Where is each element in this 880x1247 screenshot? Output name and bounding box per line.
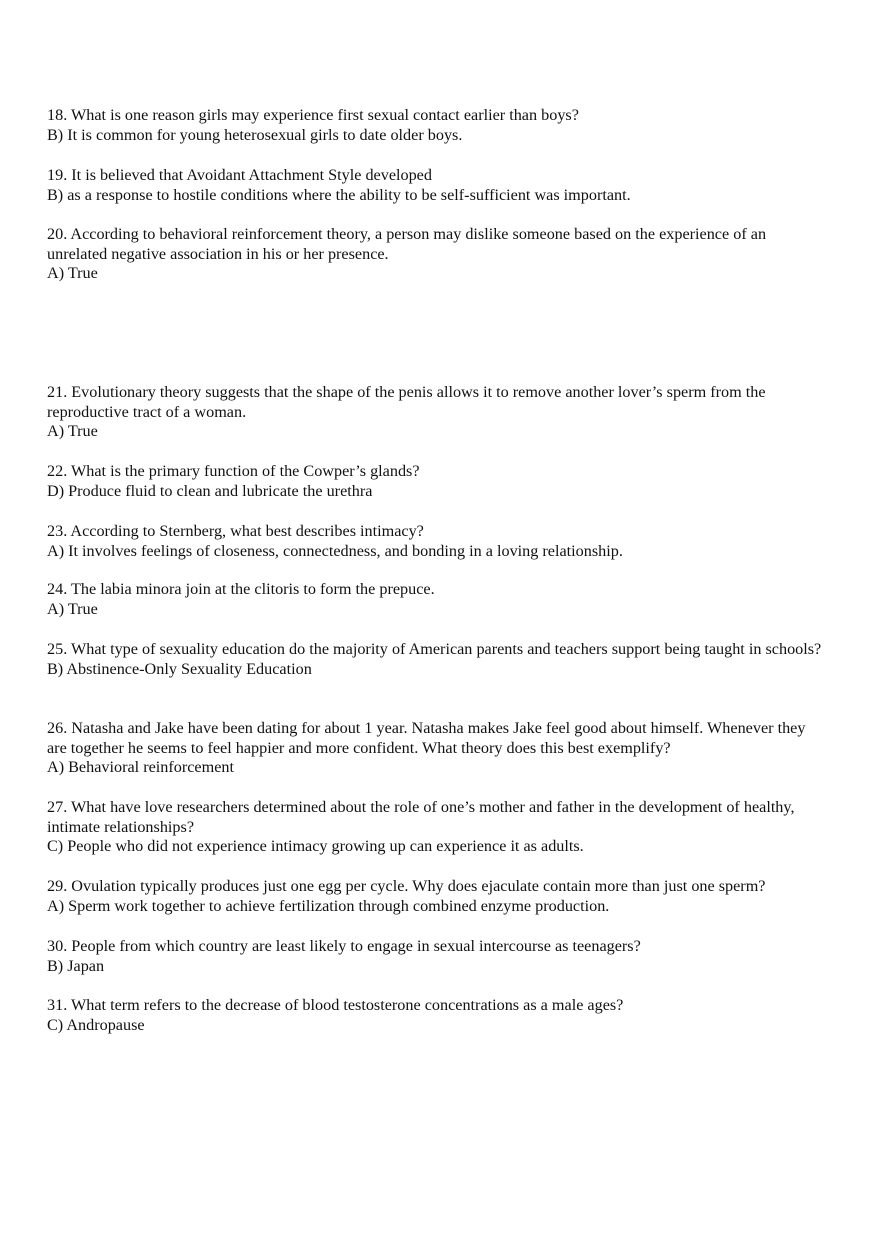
question-text: 25. What type of sexuality education do the majority of American parents and teachers support being taught in schools? [47, 640, 822, 658]
question-text: 23. According to Sternberg, what best describes intimacy? [47, 522, 424, 540]
answer-text: A) True [47, 599, 98, 618]
question-item-27 [47, 798, 827, 857]
question-text: 26. Natasha and Jake have been dating for about 1 year. Natasha makes Jake feel good about himself. Whenever they are together he seems to feel happier and more confident. What theory does this best exemplify? [47, 719, 806, 757]
answer-text: B) Japan [47, 956, 105, 975]
question-text: 19. It is believed that Avoidant Attachment Style developed [47, 166, 432, 184]
question-text: 30. People from which country are least likely to engage in sexual intercourse as teenagers? [47, 937, 641, 955]
answer-text: C) People who did not experience intimacy growing up can experience it as adults. [47, 837, 584, 855]
answer-text: B) Abstinence-Only Sexuality Education [47, 659, 312, 678]
answer-text: A) True [47, 264, 98, 282]
question-item-21 [47, 383, 827, 442]
answer-text: A) Sperm work together to achieve fertilization through combined enzyme production. [47, 896, 610, 915]
question-item-18 [47, 106, 827, 145]
question-text: 20. According to behavioral reinforcement theory, a person may dislike someone based on the experience of an unrelated negative association in his or her presence. [47, 225, 767, 263]
answer-text: A) True [47, 422, 98, 440]
question-text: 18. What is one reason girls may experience first sexual contact earlier than boys? [47, 106, 579, 124]
question-item-23 [47, 522, 827, 561]
question-item-31 [47, 996, 827, 1035]
question-item-25 [47, 640, 827, 679]
question-text: 31. What term refers to the decrease of blood testosterone concentrations as a male ages? [47, 996, 624, 1014]
question-item-29 [47, 877, 827, 916]
question-item-22 [47, 462, 827, 501]
answer-text: A) It involves feelings of closeness, connectedness, and bonding in a loving relationship. [47, 541, 623, 560]
answer-text: D) Produce fluid to clean and lubricate the urethra [47, 481, 373, 500]
answer-text: C) Andropause [47, 1015, 145, 1034]
question-text: 27. What have love researchers determined about the role of one’s mother and father in the development of healthy, intimate relationships? [47, 798, 795, 836]
question-text: 29. Ovulation typically produces just one egg per cycle. Why does ejaculate contain more than just one sperm? [47, 877, 766, 895]
question-item-20 [47, 225, 827, 284]
answer-text: B) as a response to hostile conditions where the ability to be self-sufficient was important. [47, 185, 631, 204]
question-text: 21. Evolutionary theory suggests that the shape of the penis allows it to remove another lover’s sperm from the reproductive tract of a woman. [47, 383, 766, 421]
question-item-26 [47, 719, 827, 778]
question-item-30 [47, 937, 827, 976]
answer-text: A) Behavioral reinforcement [47, 758, 234, 776]
question-item-19 [47, 166, 827, 205]
question-text: 22. What is the primary function of the Cowper’s glands? [47, 462, 420, 480]
answer-text: B) It is common for young heterosexual girls to date older boys. [47, 125, 463, 144]
question-item-24 [47, 580, 827, 619]
question-text: 24. The labia minora join at the clitoris to form the prepuce. [47, 580, 435, 598]
